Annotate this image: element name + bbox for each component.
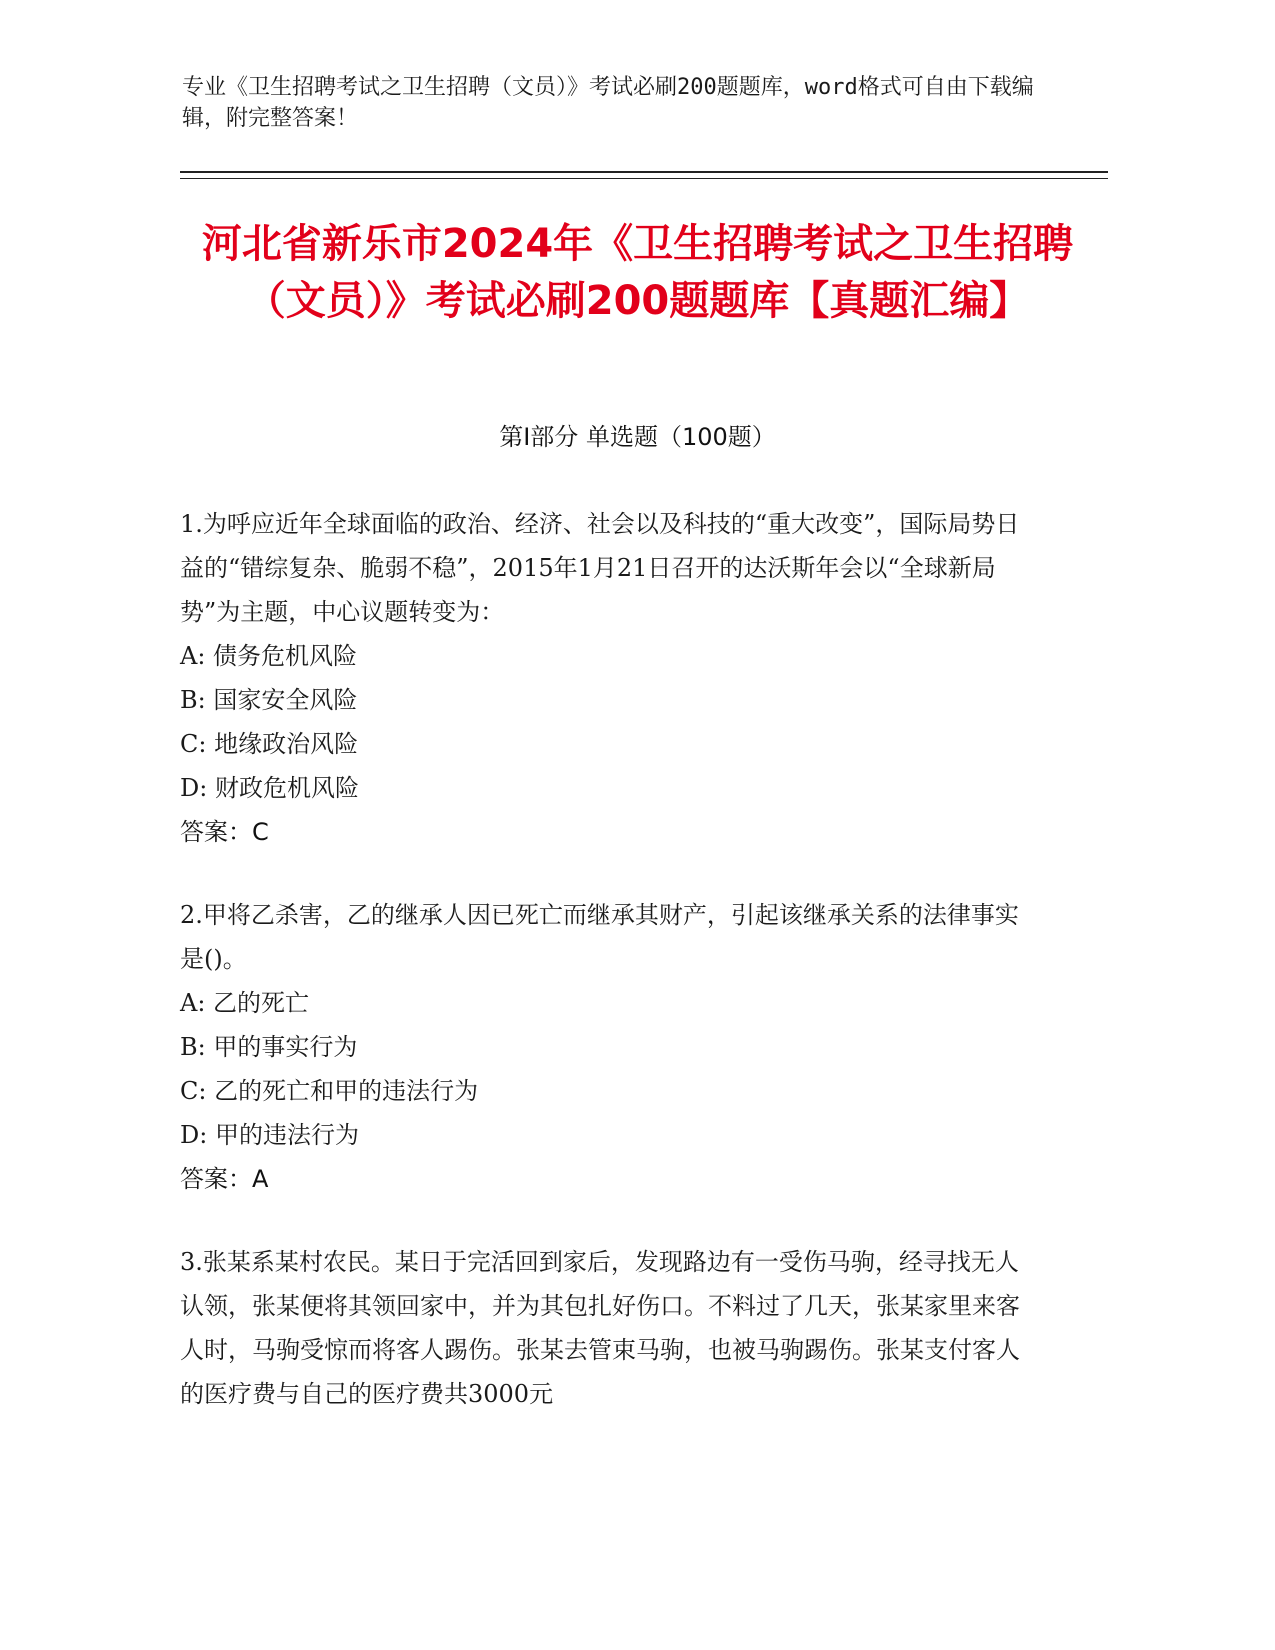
option-a: A: 乙的死亡 bbox=[180, 989, 310, 1017]
option-c: C: 乙的死亡和甲的违法行为 bbox=[180, 1077, 479, 1105]
header-rule-thin bbox=[180, 178, 1108, 179]
header-rule-thick bbox=[180, 171, 1108, 173]
header-note: 专业《卫生招聘考试之卫生招聘（文员）》考试必刷200题题库，word格式可自由下载编辑，附完整答案！ bbox=[182, 75, 1034, 131]
section-heading: 第I部分 单选题（100题） bbox=[499, 423, 776, 451]
option-d: D: 甲的违法行为 bbox=[180, 1121, 359, 1149]
option-d: D: 财政危机风险 bbox=[180, 774, 359, 802]
option-c: C: 地缘政治风险 bbox=[180, 730, 359, 758]
document-title: 河北省新乐市2024年《卫生招聘考试之卫生招聘（文员）》考试必刷200题题库【真题汇编】 bbox=[201, 221, 1074, 324]
question-stem: 1.为呼应近年全球面临的政治、经济、社会以及科技的“重大改变”，国际局势日益的“错综复杂、脆弱不稳”，2015年1月21日召开的达沃斯年会以“全球新局势”为主题，中心议题转变为： bbox=[180, 510, 1020, 626]
answer: 答案：A bbox=[180, 1165, 269, 1193]
option-b: B: 甲的事实行为 bbox=[180, 1033, 358, 1061]
option-a: A: 债务危机风险 bbox=[180, 642, 358, 670]
question-stem: 3.张某系某村农民。某日于完活回到家后，发现路边有一受伤马驹，经寻找无人认领，张某便将其领回家中，并为其包扎好伤口。不料过了几天，张某家里来客人时，马驹受惊而将客人踢伤。张某去管束马驹，也被马驹踢伤。张某支付客人的医疗费与自己的医疗费共3000元 bbox=[180, 1248, 1020, 1408]
question-3 bbox=[180, 1240, 1040, 1416]
question-stem: 2.甲将乙杀害，乙的继承人因已死亡而继承其财产，引起该继承关系的法律事实是()。 bbox=[180, 901, 1019, 973]
answer: 答案：C bbox=[180, 818, 269, 846]
question-1 bbox=[180, 502, 1040, 854]
option-b: B: 国家安全风险 bbox=[180, 686, 358, 714]
question-2 bbox=[180, 893, 1040, 1201]
